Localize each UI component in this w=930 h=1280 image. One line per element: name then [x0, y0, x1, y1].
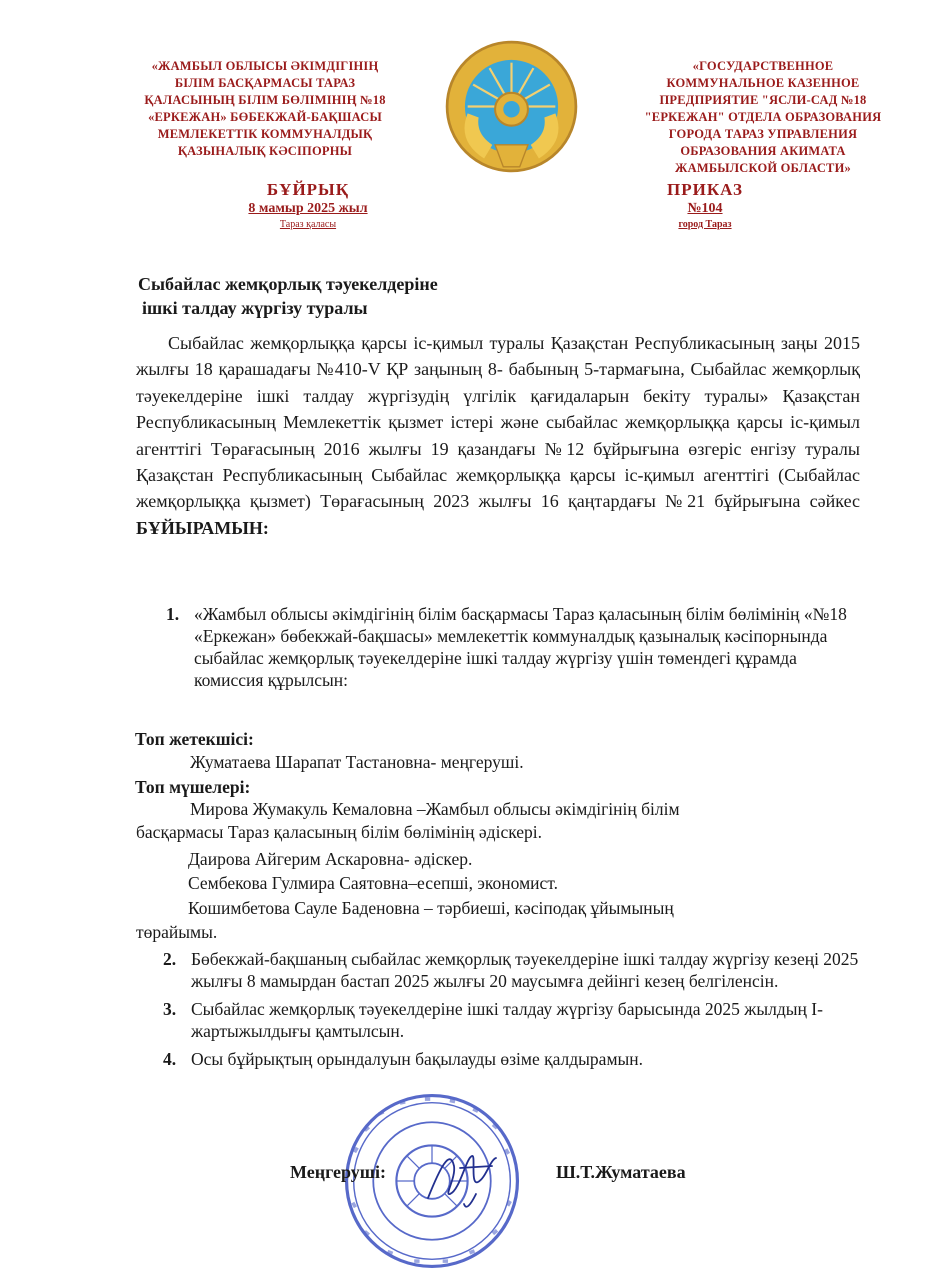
header-ru-line: ЖАМБЫЛСКОЙ ОБЛАСТИ»: [675, 161, 851, 175]
item-number: 1.: [166, 604, 180, 624]
order-block-russian: [655, 180, 755, 231]
group-leader-name: Жуматаева Шарапат Тастановна- меңгеруші.: [190, 752, 524, 772]
member-line: Даирова Айгерим Аскаровна- әдіскер.: [188, 849, 473, 869]
group-leader-label: Топ жетекшісі:: [135, 729, 254, 749]
order-city-kz: Тараз қаласы: [279, 219, 337, 230]
member-line: Мирова Жумакуль Кемаловна –Жамбыл облысы әкімдігінің білім: [190, 799, 680, 819]
header-kz-line: БІЛІМ БАСҚАРМАСЫ ТАРАЗ: [174, 76, 356, 90]
item-text: Сыбайлас жемқорлық тәуекелдеріне ішкі талдау жүргізу барысында 2025 жылдың І-жартыжылдығы қамтылсын.: [191, 999, 823, 1041]
signature-name: Ш.Т.Жуматаева: [556, 1162, 686, 1182]
header-ru-line: ПРЕДПРИЯТИЕ "ЯСЛИ-САД №18: [659, 93, 867, 107]
member-line: басқармасы Тараз қаласының білім бөлімінің әдіскері.: [136, 822, 543, 842]
member-line: төрайымы.: [136, 922, 218, 942]
item-text: Осы бұйрықтың орындалуын бақылауды өзіме қалдырамын.: [191, 1049, 644, 1069]
header-kz-line: «ЖАМБЫЛ ОБЛЫСЫ ӘКІМДІГІНІҢ: [151, 59, 379, 73]
item-number: 2.: [163, 949, 177, 969]
order-block-kazakh: [228, 180, 388, 231]
header-ru-line: ОБРАЗОВАНИЯ АКИМАТА: [680, 144, 846, 158]
item-text: Бөбекжай-бақшаның сыбайлас жемқорлық тәуекелдеріне ішкі талдау жүргізу кезеңі 2025 жылғы 8 мамырдан бастап 2025 жылғы 20 маусымға дейінгі кезең белгіленсін.: [191, 949, 859, 991]
header-ru-line: КОММУНАЛЬНОЕ КАЗЕННОЕ: [666, 76, 860, 90]
order-date: 8 мамыр 2025 жыл: [248, 201, 368, 216]
header-ru-line: ГОРОДА ТАРАЗ УПРАВЛЕНИЯ: [668, 127, 858, 141]
signature-role: Меңгеруші:: [290, 1162, 387, 1182]
header-kz-line: ҚАЗЫНАЛЫҚ КӘСІПОРНЫ: [177, 144, 353, 158]
handwritten-signature-icon: [420, 1138, 510, 1213]
order-item-list-1: [166, 603, 856, 691]
list-item: [163, 948, 863, 992]
header-kz-line: ҚАЛАСЫНЫҢ БІЛІМ БӨЛІМІНІҢ №18: [144, 93, 386, 107]
order-keyword: БҰЙЫРАМЫН:: [136, 517, 269, 538]
header-russian: [628, 58, 898, 177]
header-ru-line: «ГОСУДАРСТВЕННОЕ: [692, 59, 834, 73]
document-title-line: Сыбайлас жемқорлық тәуекелдеріне: [138, 274, 438, 294]
group-members-label: Топ мүшелері:: [135, 777, 251, 797]
list-item: [166, 603, 856, 691]
item-number: 4.: [163, 1049, 177, 1069]
header-kz-line: МЕМЛЕКЕТТІК КОММУНАЛДЫҚ: [157, 127, 373, 141]
header-ru-line: "ЕРКЕЖАН" ОТДЕЛА ОБРАЗОВАНИЯ: [644, 110, 882, 124]
item-text: «Жамбыл облысы әкімдігінің білім басқармасы Тараз қаласының білім бөлімінің «№18 «Еркежан» бөбекжай-бақшасы» мемлекеттік коммуналдық қазыналық кәсіпорнында сыбайлас жемқорлық тәуекелдеріне ішкі талдау жүргізу үшін төмендегі құрамда комиссия құрылсын:: [194, 604, 847, 690]
document-title: [138, 272, 638, 320]
member-line: Кошимбетова Сауле Баденовна – тәрбиеші, кәсіподақ ұйымының: [188, 898, 674, 918]
order-title-ru: ПРИКАЗ: [667, 180, 743, 199]
order-title-kz: БҰЙРЫҚ: [266, 180, 350, 199]
order-city-ru: город Тараз: [678, 219, 732, 230]
header-kz-line: «ЕРКЕЖАН» БӨБЕКЖАЙ-БАҚШАСЫ: [148, 110, 382, 124]
list-item: [163, 1048, 863, 1070]
order-number: №104: [687, 201, 723, 216]
order-item-list-2: [163, 948, 863, 1076]
preamble-paragraph: [136, 330, 860, 541]
kazakhstan-state-emblem-icon: [443, 38, 580, 175]
member-line: Сембекова Гулмира Саятовна–есепші, экономист.: [188, 873, 558, 893]
preamble-text: Сыбайлас жемқорлыққа қарсы іс-қимыл туралы Қазақстан Республикасының заңы 2015 жылғы 18 қарашадағы №410-V ҚР заңының 8- бабының 5-тармағына, Сыбайлас жемқорлық тәуекелдеріне ішкі талдау жүргізудің үлгілік қағидаларын бекіту туралы» Қазақстан Республикасының Мемлекеттік қызмет істері және сыбайлас жемқорлыққа қарсы іс-қимыл агенттігі Төрағасының 2016 жылғы 19 қазандағы №12 бұйрығына өзгеріс енгізу туралы Қазақстан Республикасының Сыбайлас жемқорлыққа қарсы іс-қимыл агенттігі (Сыбайлас жемқорлыққа қызмет) Төрағасының 2023 жылғы 16 қаңтардағы №21 бұйрығына сәйкес: [136, 333, 860, 512]
document-title-line: ішкі талдау жүргізу туралы: [142, 298, 368, 318]
item-number: 3.: [163, 999, 177, 1019]
header-kazakh: [120, 58, 410, 160]
list-item: [163, 998, 863, 1042]
